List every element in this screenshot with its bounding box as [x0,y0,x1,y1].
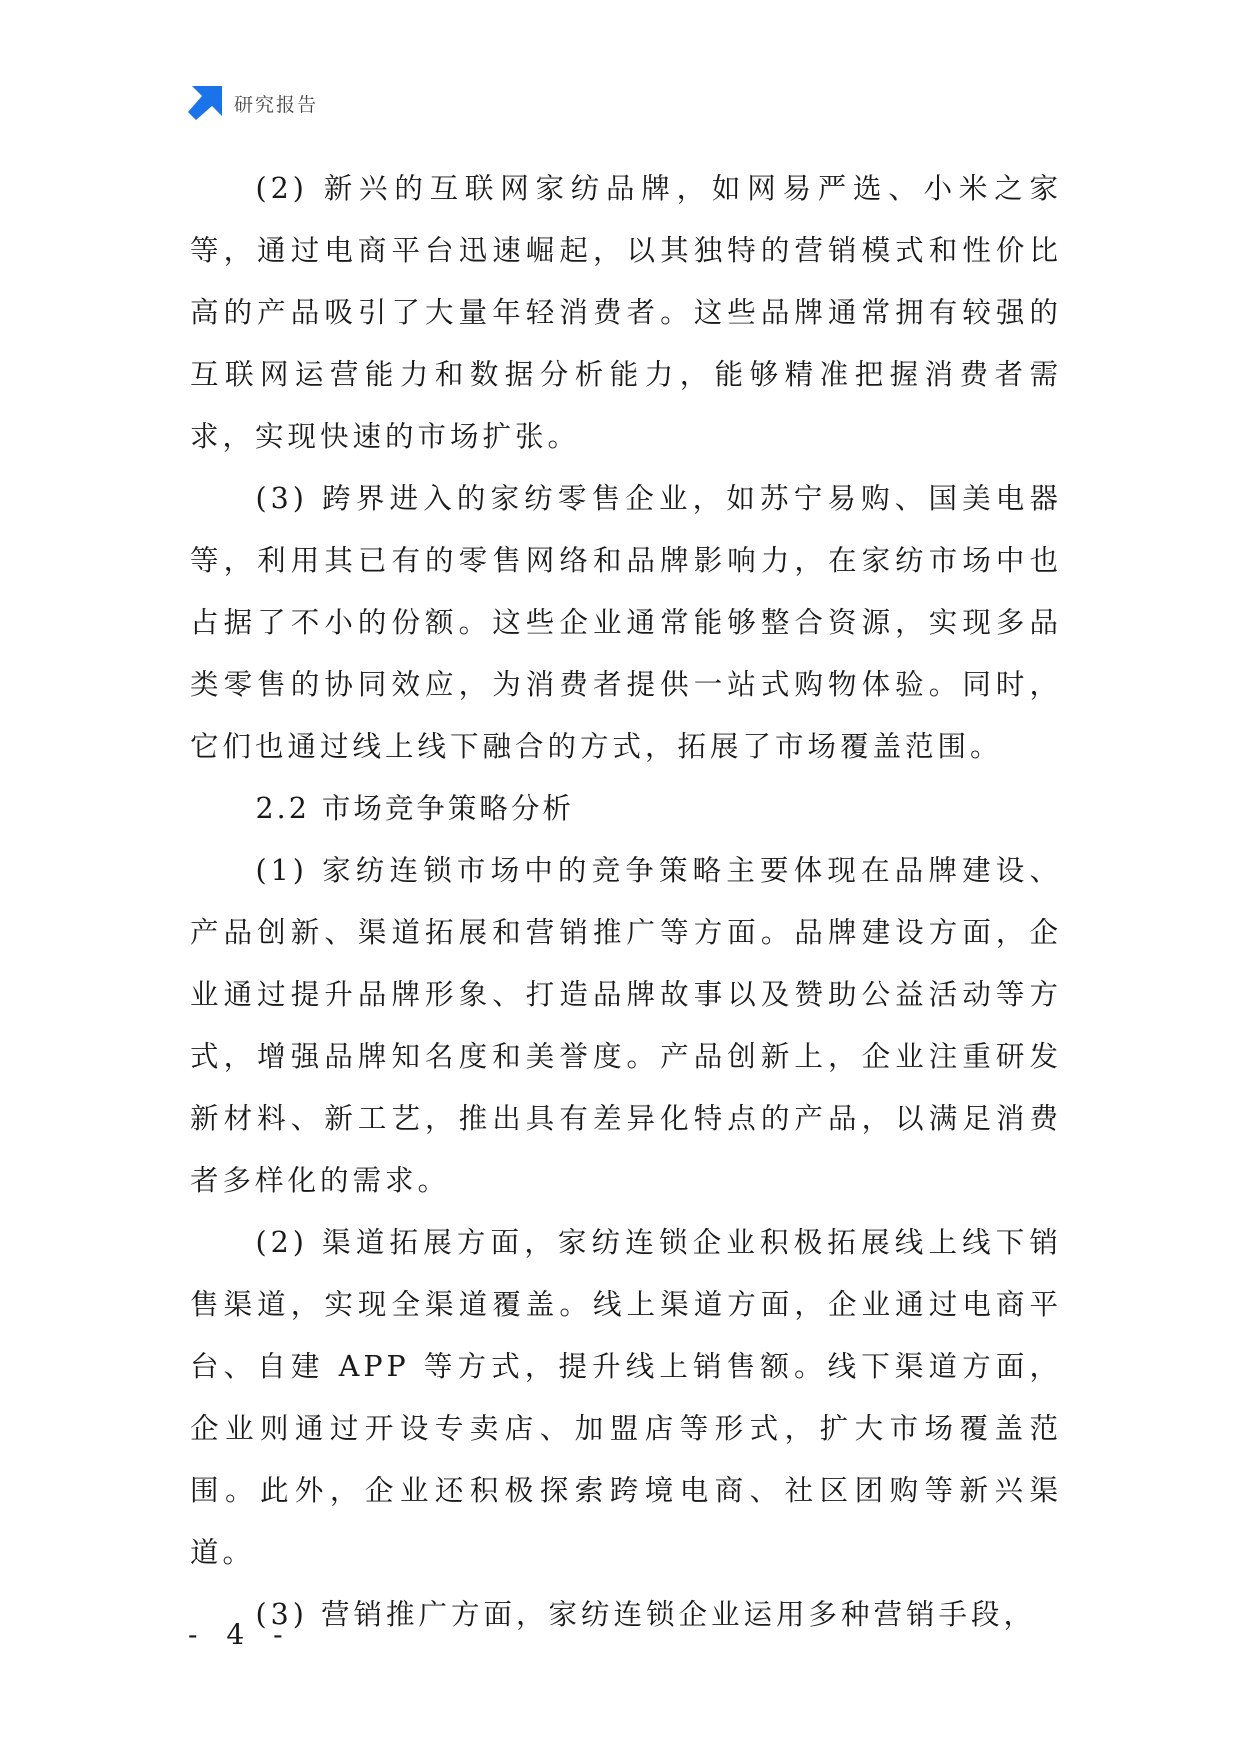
document-body [190,158,1062,1646]
arrow-up-right-icon [188,86,222,120]
paragraph: (3) 营销推广方面，家纺连锁企业运用多种营销手段， [255,1598,1036,1631]
paragraph: (2) 新兴的互联网家纺品牌，如网易严选、小米之家等，通过电商平台迅速崛起，以其独特的营销模式和性价比高的产品吸引了大量年轻消费者。这些品牌通常拥有较强的互联网运营能力和数据分析能力，能够精准把握消费者需求，实现快速的市场扩张。 [190,172,1062,453]
paragraph: (3) 跨界进入的家纺零售企业，如苏宁易购、国美电器等，利用其已有的零售网络和品牌影响力，在家纺市场中也占据了不小的份额。这些企业通常能够整合资源，实现多品类零售的协同效应，为消费者提供一站式购物体验。同时，它们也通过线上线下融合的方式，拓展了市场覆盖范围。 [190,482,1062,763]
paragraph: (1) 家纺连锁市场中的竞争策略主要体现在品牌建设、产品创新、渠道拓展和营销推广等方面。品牌建设方面，企业通过提升品牌形象、打造品牌故事以及赞助公益活动等方式，增强品牌知名度和美誉度。产品创新上，企业注重研发新材料、新工艺，推出具有差异化特点的产品，以满足消费者多样化的需求。 [190,854,1062,1197]
header-title: 研究报告 [234,93,319,116]
paragraph: (2) 渠道拓展方面，家纺连锁企业积极拓展线上线下销售渠道，实现全渠道覆盖。线上渠道方面，企业通过电商平台、自建 APP 等方式，提升线上销售额。线下渠道方面，企业则通过开设专卖店、加盟店等形式，扩大市场覆盖范围。此外，企业还积极探索跨境电商、社区团购等新兴渠道。 [190,1226,1062,1569]
page-number: - 4 - [188,1618,293,1651]
page-header [188,86,318,120]
section-heading: 2.2 市场竞争策略分析 [255,792,574,825]
